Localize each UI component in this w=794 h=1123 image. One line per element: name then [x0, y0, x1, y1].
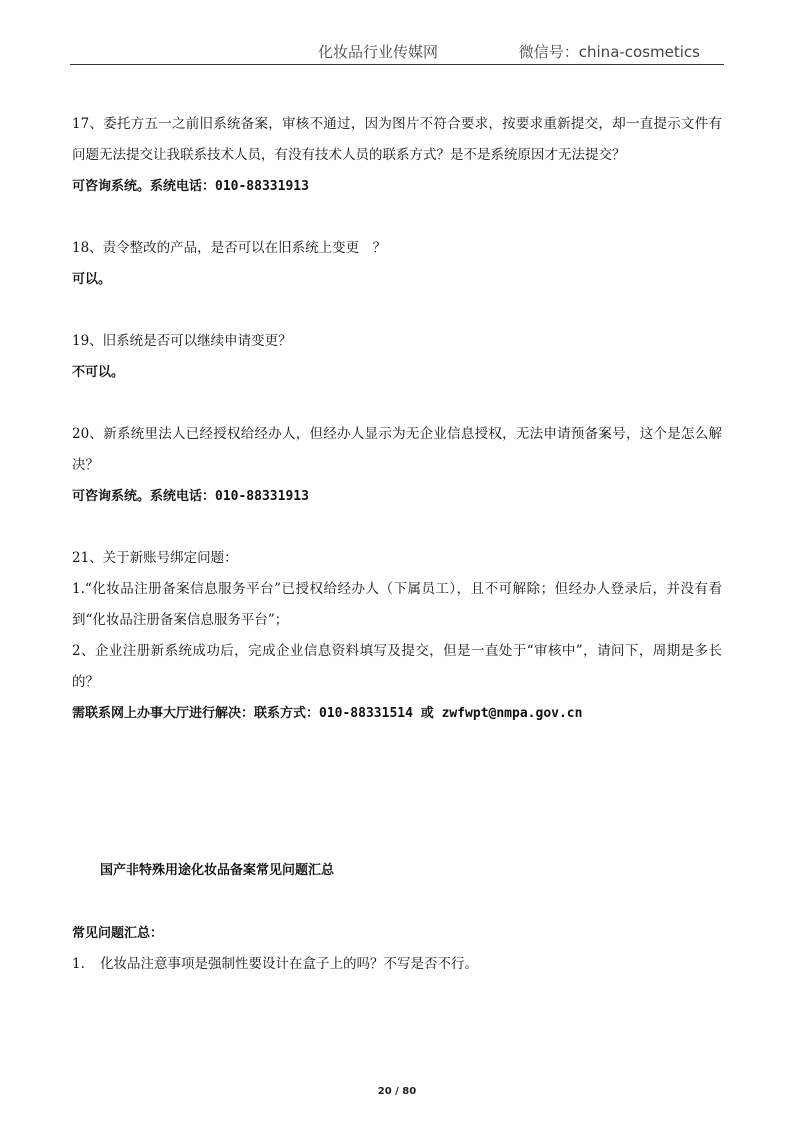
header-site-name: 化妆品行业传媒网 [318, 43, 439, 61]
answer-19: 不可以。 [72, 365, 125, 380]
question-21-line-2: 2、企业注册新系统成功后，完成企业信息资料填写及提交，但是一直处于“审核中”，请问下，周期是多长的？ [72, 643, 722, 690]
section-subtitle: 常见问题汇总： [72, 926, 164, 941]
question-21-line-1: 1.“化妆品注册备案信息服务平台”已授权给经办人（下属员工），且不可解除；但经办人登录后，并没有看到“化妆品注册备案信息服务平台”； [72, 581, 722, 628]
faq-item-1-number: 1. [72, 956, 85, 972]
question-19: 19、旧系统是否可以继续申请变更？ [72, 333, 292, 349]
answer-18: 可以。 [72, 272, 112, 287]
question-17: 17、委托方五一之前旧系统备案，审核不通过，因为图片不符合要求，按要求重新提交，却一直提示文件有问题无法提交让我联系技术人员，有没有技术人员的联系方式？是不是系统原因才无法提交？ [72, 116, 722, 163]
page-number: 20 / 80 [377, 1086, 417, 1097]
qa-content [72, 109, 722, 729]
question-18: 18、责令整改的产品，是否可以在旧系统上变更 ？ [72, 240, 387, 256]
question-21-title: 21、关于新账号绑定问题： [72, 550, 238, 566]
answer-17: 可咨询系统。系统电话：010-88331913 [72, 179, 309, 194]
answer-21: 需联系网上办事大厅进行解决：联系方式：010-88331514 或 zwfwpt@nmpa.gov.cn [72, 706, 583, 721]
faq-item-1 [72, 952, 478, 976]
answer-20: 可咨询系统。系统电话：010-88331913 [72, 489, 309, 504]
page-header [70, 38, 724, 65]
faq-item-1-text: 化妆品注意事项是强制性要设计在盒子上的吗？不写是否不行。 [100, 956, 478, 972]
question-20: 20、新系统里法人已经授权给经办人，但经办人显示为无企业信息授权，无法申请预备案号，这个是怎么解决？ [72, 426, 722, 473]
section-title: 国产非特殊用途化妆品备案常见问题汇总 [100, 863, 335, 878]
header-wechat-id: 微信号：china-cosmetics [518, 43, 700, 61]
